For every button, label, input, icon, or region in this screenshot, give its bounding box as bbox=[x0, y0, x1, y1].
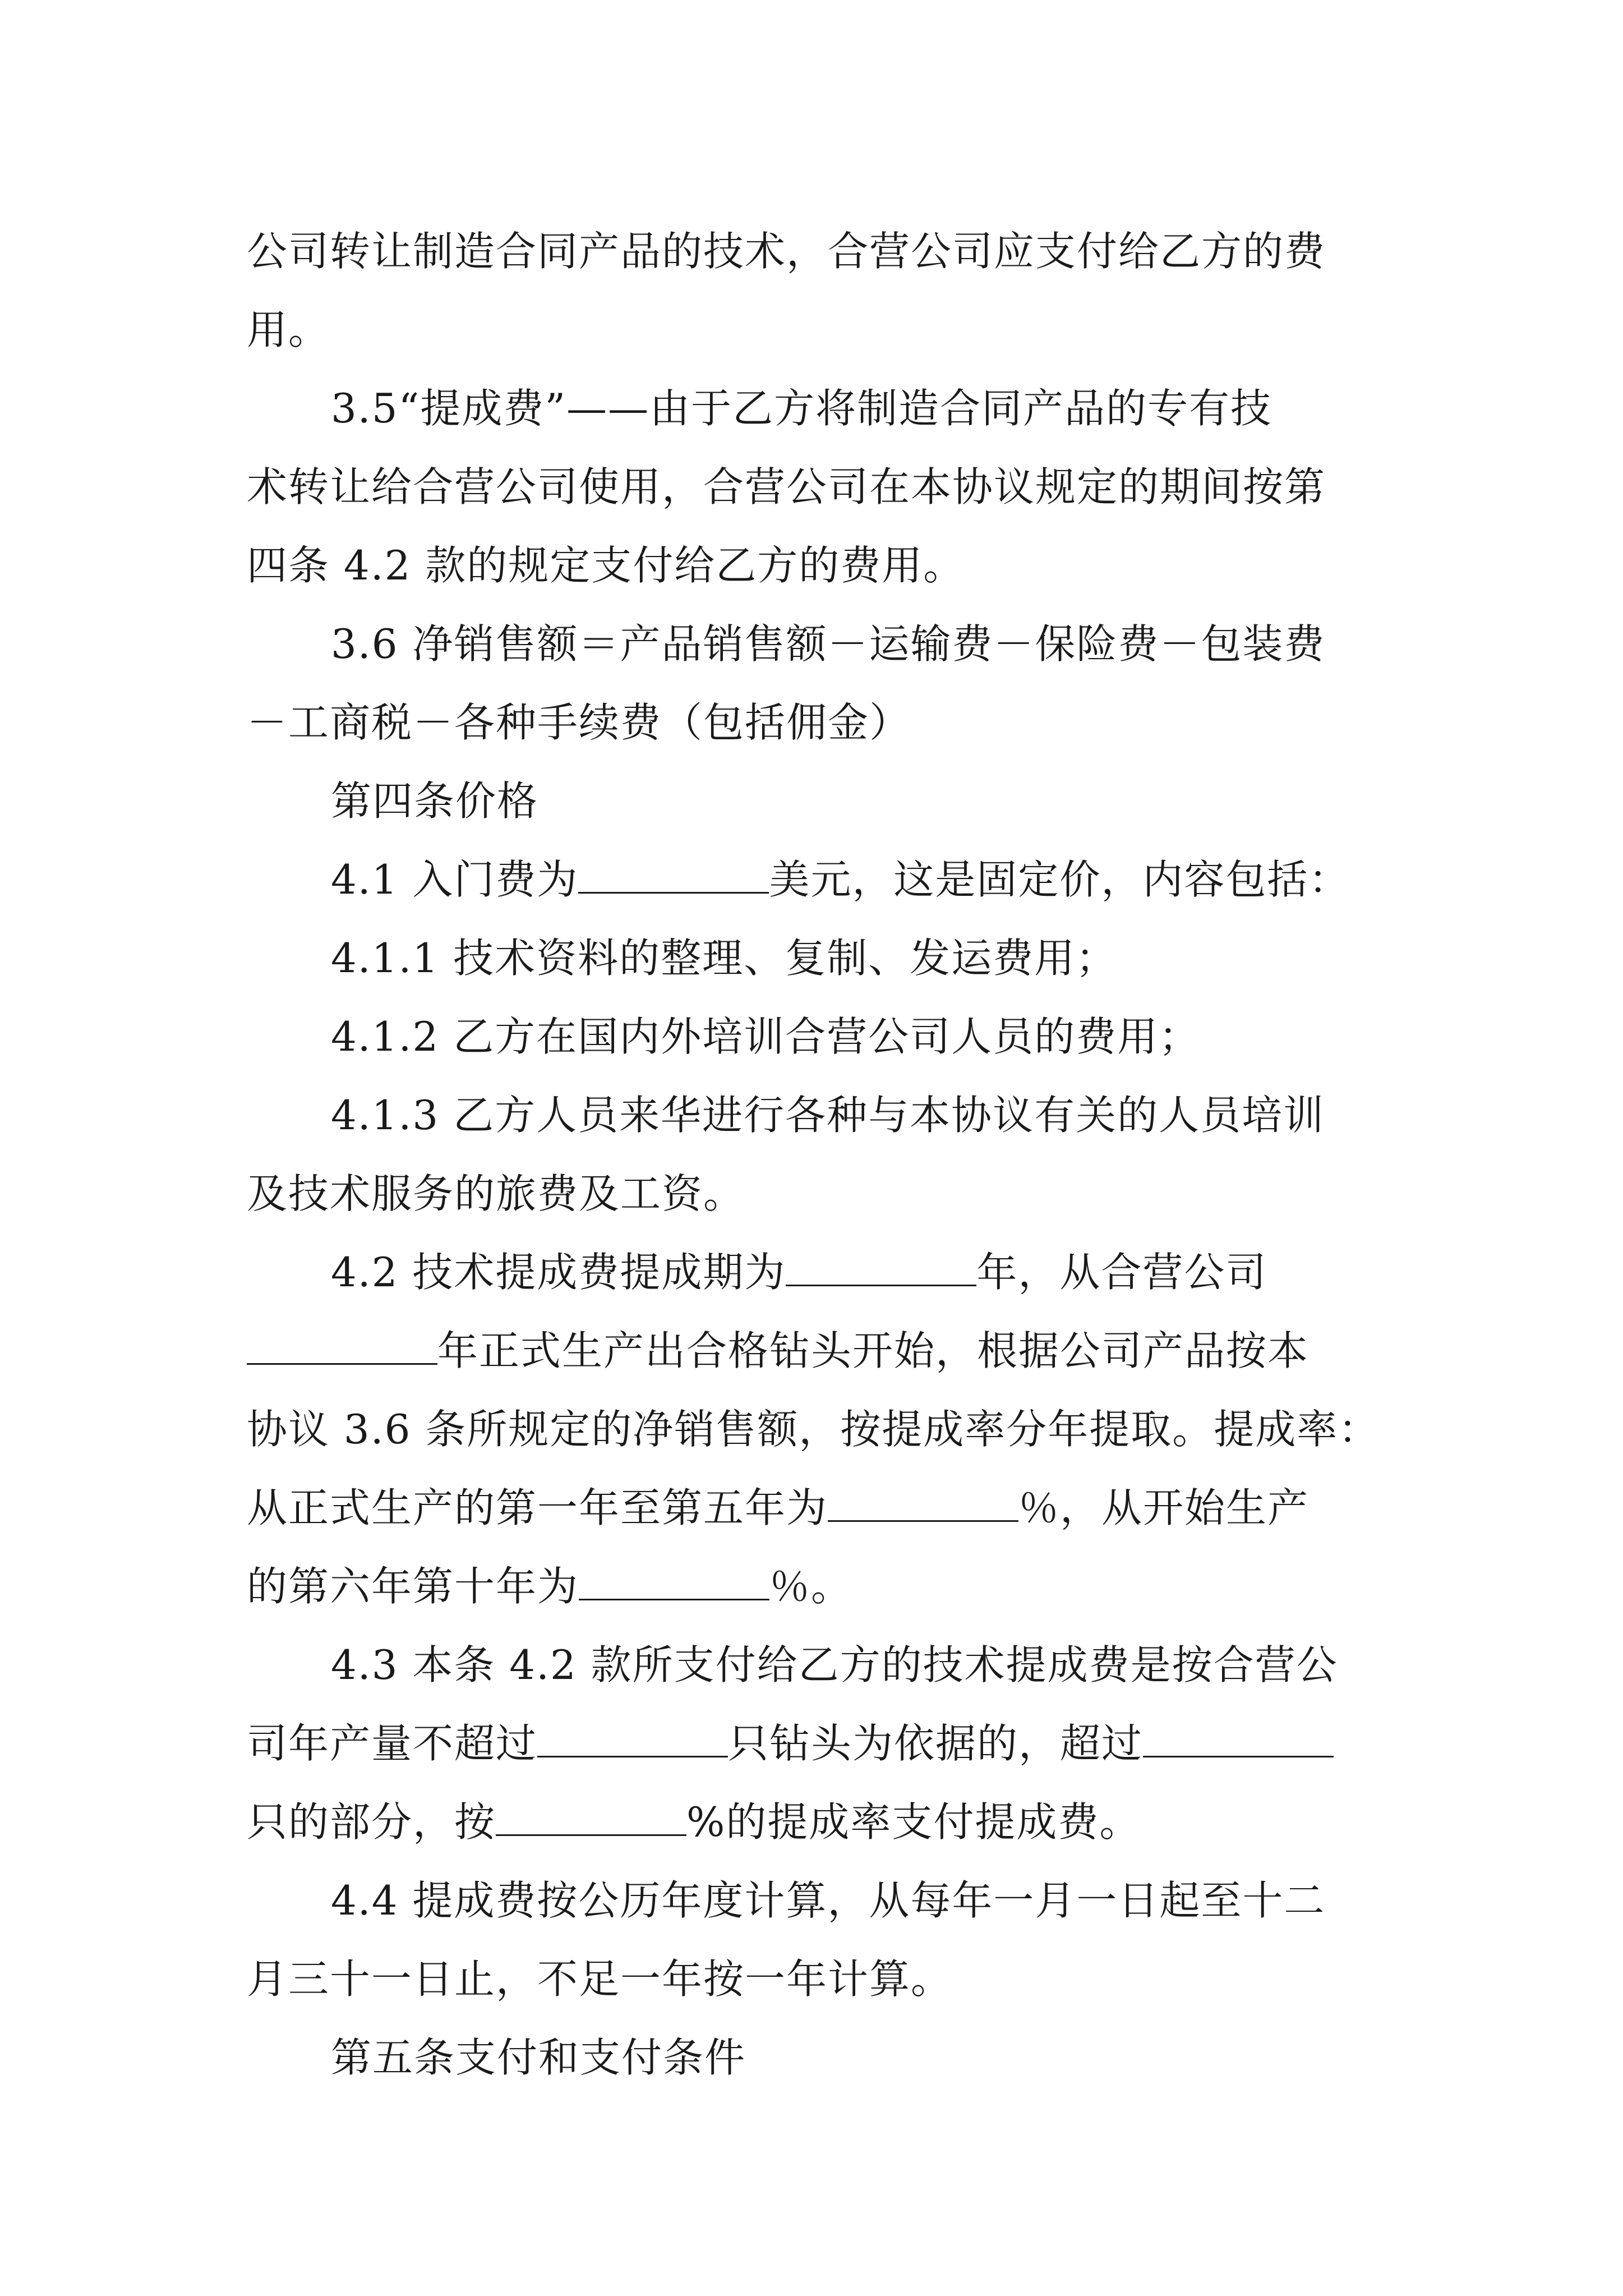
text-segment: 四条 4.2 款的规定支付给乙方的费用。 bbox=[247, 542, 965, 589]
text-segment: 第五条支付和支付条件 bbox=[331, 2034, 746, 2081]
text-line bbox=[247, 212, 1385, 291]
text-segment: 4.1 入门费为 bbox=[331, 856, 579, 903]
section-heading bbox=[247, 2018, 1385, 2097]
text-line bbox=[247, 1154, 1385, 1233]
fill-in-blank[interactable] bbox=[579, 1559, 769, 1600]
text-line bbox=[247, 1783, 1385, 1861]
text-segment: 年，从合营公司 bbox=[976, 1249, 1267, 1296]
text-line bbox=[247, 1861, 1385, 1940]
text-segment: 3.6 净销售额＝产品销售额－运输费－保险费－包装费 bbox=[331, 620, 1326, 668]
text-segment: ％。 bbox=[769, 1563, 853, 1610]
text-line bbox=[247, 369, 1385, 448]
text-segment: 4.4 提成费按公历年度计算，从每年一月一日起至十二 bbox=[331, 1877, 1326, 1924]
text-line bbox=[247, 840, 1385, 919]
fill-in-blank[interactable] bbox=[247, 1324, 437, 1365]
text-line bbox=[247, 1704, 1385, 1783]
text-segment: 第四条价格 bbox=[331, 777, 539, 825]
text-line bbox=[247, 291, 1385, 369]
text-segment: 从正式生产的第一年至第五年为 bbox=[247, 1484, 828, 1531]
text-segment: 月三十一日止，不足一年按一年计算。 bbox=[247, 1955, 953, 2003]
text-line bbox=[247, 997, 1385, 1076]
text-segment: 司年产量不超过 bbox=[247, 1720, 538, 1767]
text-segment: 美元，这是固定价，内容包括： bbox=[769, 856, 1350, 903]
fill-in-blank[interactable] bbox=[537, 1717, 728, 1757]
text-segment: 年正式生产出合格钻头开始，根据公司产品按本 bbox=[437, 1327, 1310, 1374]
section-heading bbox=[247, 762, 1385, 840]
fill-in-blank[interactable] bbox=[828, 1481, 1018, 1522]
text-segment: －工商税－各种手续费（包括佣金） bbox=[247, 699, 911, 746]
text-line bbox=[247, 1390, 1385, 1469]
text-line bbox=[247, 1469, 1385, 1547]
fill-in-blank[interactable] bbox=[578, 853, 769, 894]
text-line bbox=[247, 1547, 1385, 1626]
fill-in-blank[interactable] bbox=[786, 1245, 976, 1286]
text-segment: 4.3 本条 4.2 款所支付给乙方的技术提成费是按合营公 bbox=[331, 1641, 1338, 1688]
text-segment: 4.1.3 乙方人员来华进行各种与本协议有关的人员培训 bbox=[331, 1092, 1325, 1139]
fill-in-blank[interactable] bbox=[496, 1795, 686, 1836]
text-segment: 公司转让制造合同产品的技术，合营公司应支付给乙方的费 bbox=[247, 228, 1326, 275]
text-line bbox=[247, 605, 1385, 683]
text-line bbox=[247, 683, 1385, 762]
text-segment: 4.2 技术提成费提成期为 bbox=[331, 1249, 786, 1296]
text-segment: 4.1.1 技术资料的整理、复制、发运费用； bbox=[331, 935, 1118, 982]
text-segment: ％，从开始生产 bbox=[1018, 1484, 1310, 1531]
document-page bbox=[247, 212, 1385, 2097]
text-segment: 协议 3.6 条所规定的净销售额，按提成率分年提取。提成率： bbox=[247, 1406, 1380, 1453]
text-line bbox=[247, 1233, 1385, 1312]
text-line bbox=[247, 448, 1385, 526]
text-segment: 的第六年第十年为 bbox=[247, 1563, 579, 1610]
text-segment: 4.1.2 乙方在国内外培训合营公司人员的费用； bbox=[331, 1013, 1201, 1060]
text-line bbox=[247, 1312, 1385, 1390]
text-segment: 只钻头为依据的，超过 bbox=[728, 1720, 1144, 1767]
text-line bbox=[247, 1076, 1385, 1154]
text-segment: 及技术服务的旅费及工资。 bbox=[247, 1170, 745, 1217]
text-segment: 3.5“提成费”——由于乙方将制造合同产品的专有技 bbox=[331, 385, 1272, 432]
text-segment: %的提成率支付提成费。 bbox=[686, 1798, 1141, 1846]
fill-in-blank[interactable] bbox=[1143, 1717, 1334, 1757]
text-segment: 用。 bbox=[247, 306, 330, 353]
text-segment: 术转让给合营公司使用，合营公司在本协议规定的期间按第 bbox=[247, 463, 1326, 510]
text-line bbox=[247, 526, 1385, 605]
text-line bbox=[247, 1940, 1385, 2018]
text-segment: 只的部分，按 bbox=[247, 1798, 496, 1846]
text-line bbox=[247, 1626, 1385, 1704]
text-line bbox=[247, 919, 1385, 997]
